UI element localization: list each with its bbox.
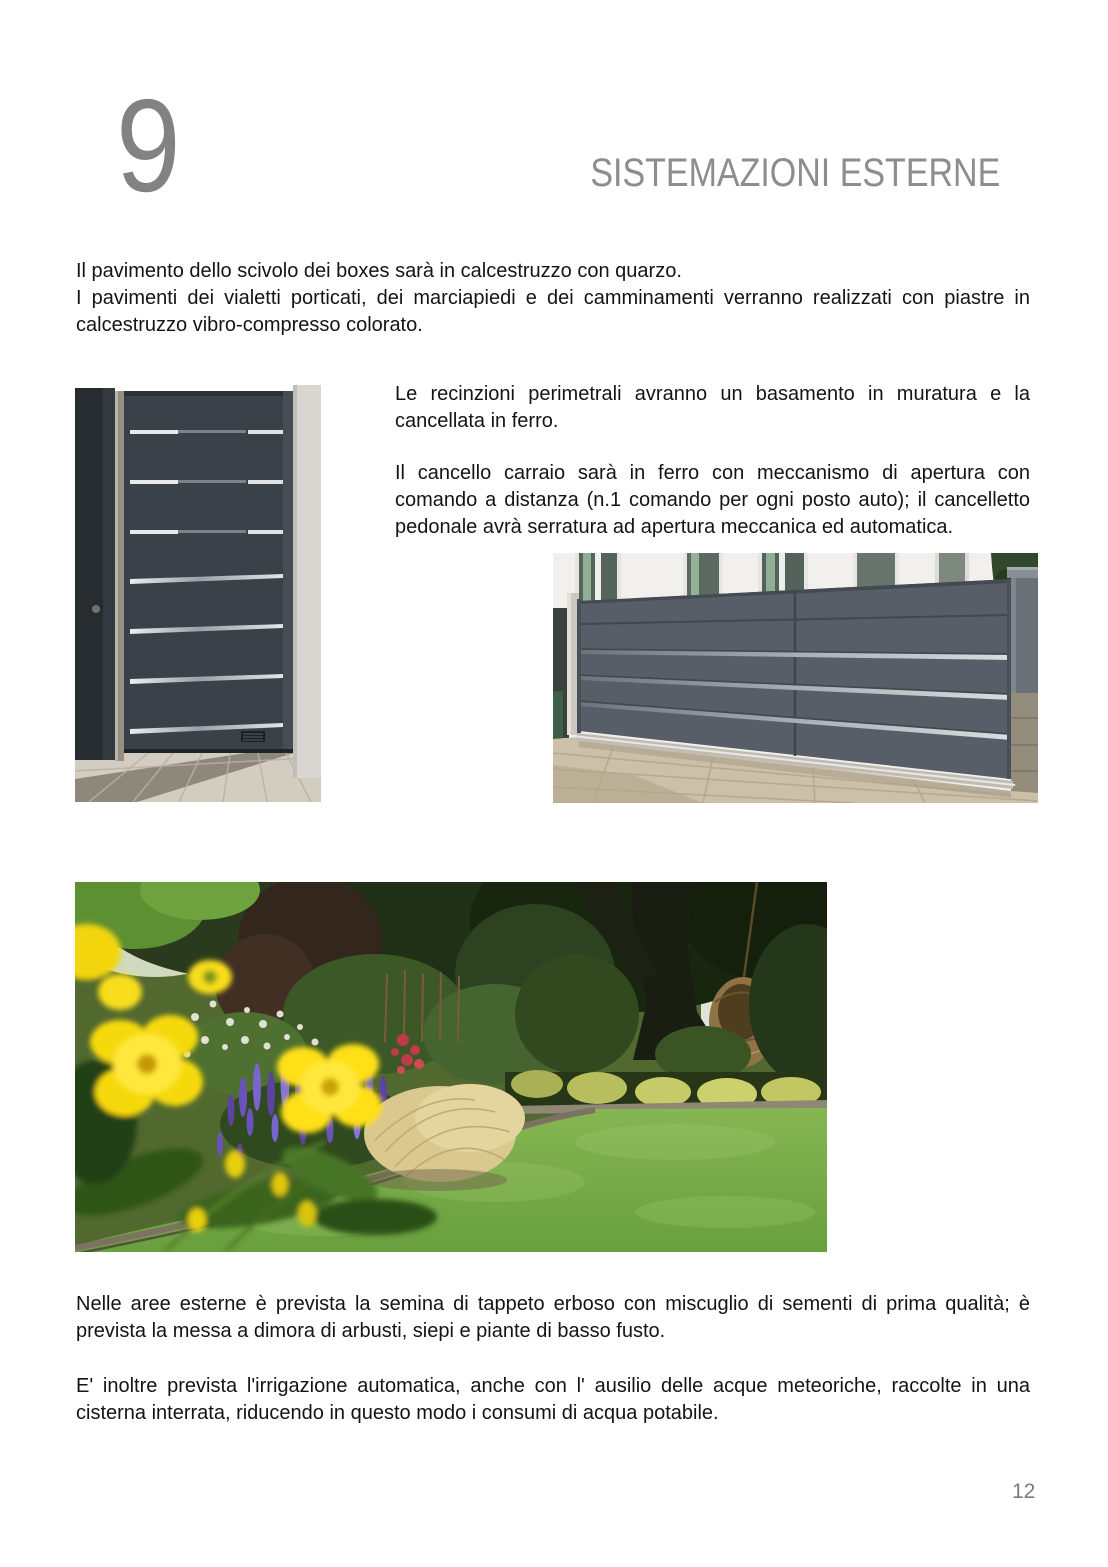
- pedestrian-gate-photo: [75, 385, 327, 802]
- side-paragraph-block: [395, 381, 1030, 541]
- chapter-number: 9: [116, 72, 181, 219]
- pedestrian-gate-illustration: [75, 385, 327, 802]
- intro-paragraph-block: [76, 258, 1030, 339]
- garden-illustration: [75, 882, 827, 1252]
- intro-line: Il pavimento dello scivolo dei boxes sarà in calcestruzzo con quarzo.: [76, 260, 682, 282]
- driveway-gate-photo: [553, 553, 1038, 803]
- gate-paragraph: Il cancello carraio sarà in ferro con meccanismo di apertura con comando a distanza (n.1 comando per ogni posto auto); il cancelletto pedonale avrà serratura ad apertura meccanica ed automatica.: [395, 462, 1030, 538]
- driveway-gate-illustration: [553, 553, 1038, 803]
- garden-photo: [75, 882, 827, 1252]
- lawn-paragraph: Nelle aree esterne è prevista la semina di tappeto erboso con miscuglio di sementi di prima qualità; è prevista la messa a dimora di arbusti, siepi e piante di basso fusto.: [76, 1293, 1030, 1342]
- irrigation-paragraph: E' inoltre prevista l'irrigazione automatica, anche con l' ausilio delle acque meteoriche, raccolte in una cisterna interrata, riducendo in questo modo i consumi di acqua potabile.: [76, 1375, 1030, 1424]
- page-number: 12: [1012, 1480, 1036, 1503]
- page-title: SISTEMAZIONI ESTERNE: [590, 151, 1000, 195]
- fences-paragraph: Le recinzioni perimetrali avranno un basamento in muratura e la cancellata in ferro.: [395, 383, 1030, 432]
- bottom-paragraph-block: [76, 1291, 1030, 1427]
- intro-paragraph: I pavimenti dei vialetti porticati, dei marciapiedi e dei camminamenti verranno realizzati con piastre in calcestruzzo vibro-compresso colorato.: [76, 287, 1030, 336]
